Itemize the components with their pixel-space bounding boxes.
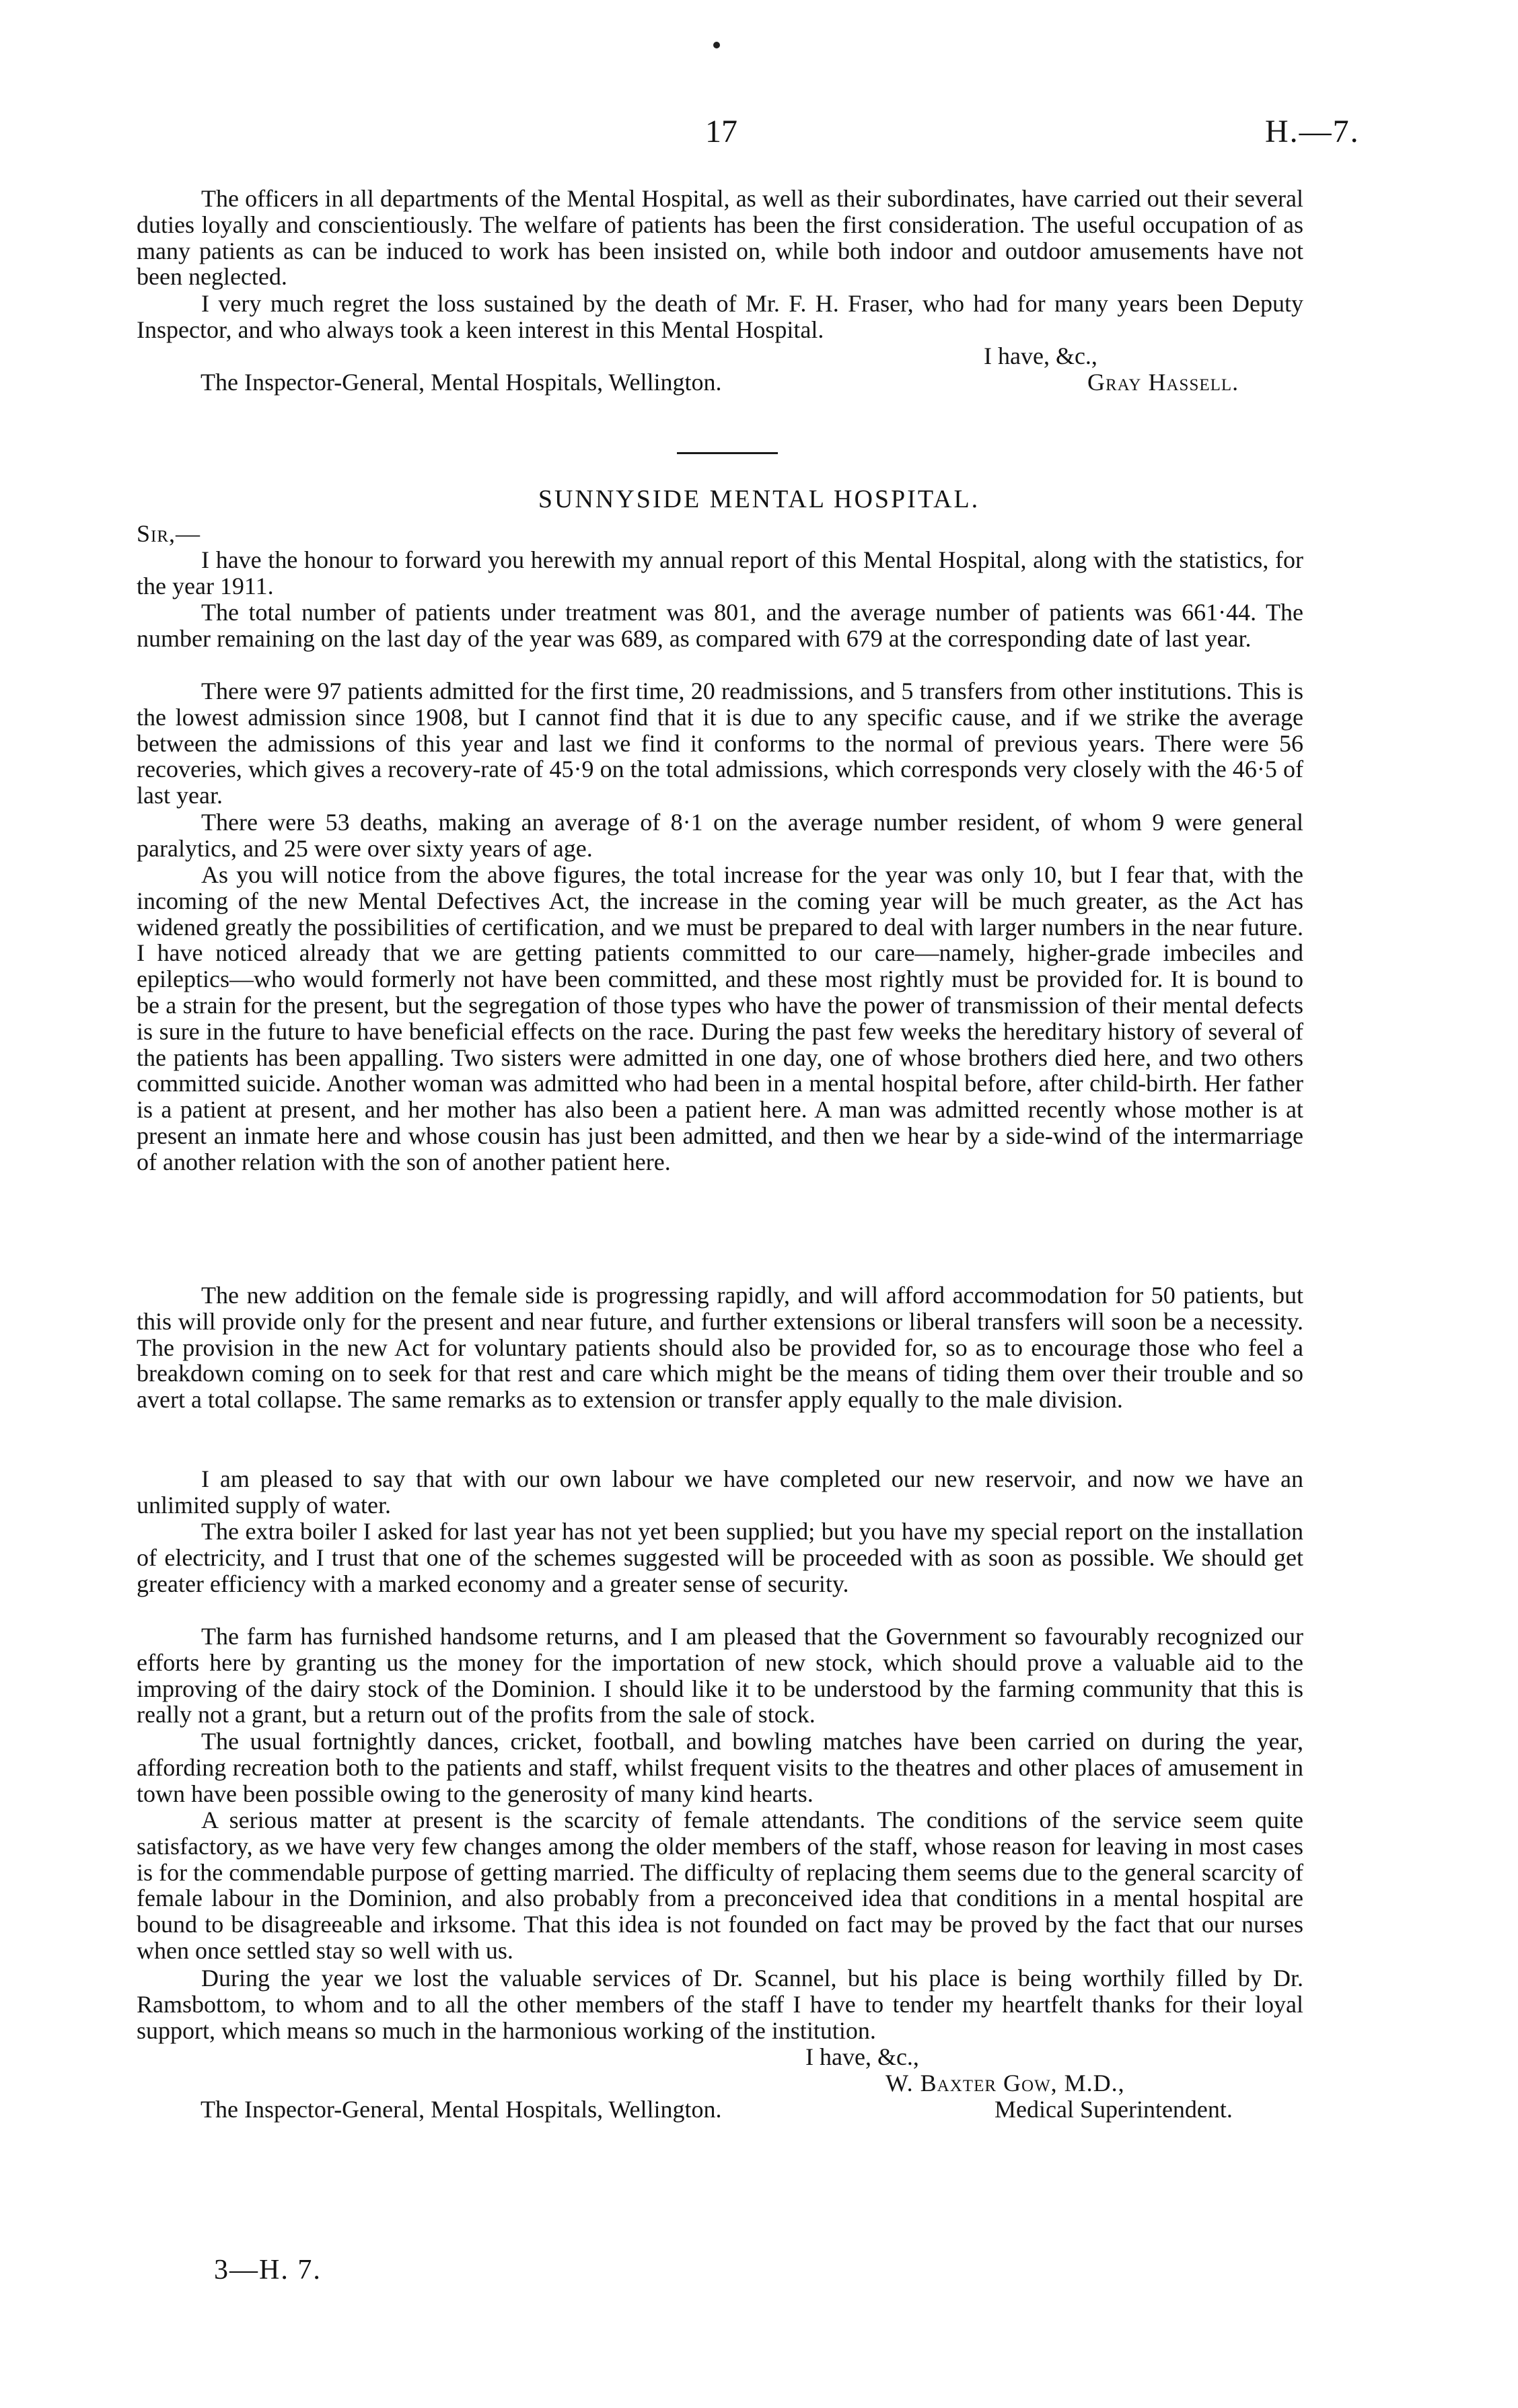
report-paragraph-12: During the year we lost the valuable services of Dr. Scannel, but his place is being worthily filled by Dr. Ramsbottom, to whom and to all the other members of the staff I have to tender my heartfelt thanks for their loyal support, which means so much in the harmonious working of the institution. — [137, 1965, 1303, 2044]
salutation: Sir,— — [137, 520, 201, 547]
print-speck — [713, 42, 720, 48]
report-addressee: The Inspector-General, Mental Hospitals, Wellington. — [201, 2096, 722, 2123]
report-paragraph-2: The total number of patients under treatment was 801, and the average number of patients was 661·44. The number remaining on the last day of the year was 689, as compared with 679 at the corresponding date of last year. — [137, 599, 1303, 652]
prev-report-addressee: The Inspector-General, Mental Hospitals, Wellington. — [201, 369, 722, 396]
prev-report-paragraph-2: I very much regret the loss sustained by the death of Mr. F. H. Fraser, who had for many years been Deputy Inspector, and who always took a keen interest in this Mental Hospital. — [137, 290, 1303, 343]
report-paragraph-7: I am pleased to say that with our own labour we have completed our new reservoir, and now we have an unlimited supply of water. — [137, 1465, 1303, 1519]
report-paragraph-11: A serious matter at present is the scarcity of female attendants. The conditions of the service seem quite satisfactory, as we have very few changes among the older members of the staff, whose reason for leaving in most cases is for the commendable purpose of getting married. The difficulty of replacing them seems due to the general scarcity of female labour in the Dominion, and also probably from a preconceived idea that conditions in a mental hospital are bound to be disagreeable and irksome. That this idea is not founded on fact may be proved by the fact that our nurses when once settled stay so well with us. — [137, 1807, 1303, 1964]
page-number: 17 — [705, 114, 737, 149]
report-paragraph-9: The farm has furnished handsome returns, and I am pleased that the Government so favourably recognized our efforts here by granting us the money for the importation of new stock, which should prove a valuable aid to the improving of the dairy stock of the Dominion. I should like it to be understood by the farming community that this is really not a grant, but a return out of the profits from the sale of stock. — [137, 1623, 1303, 1728]
report-signature-title: Medical Superintendent. — [995, 2096, 1233, 2123]
report-paragraph-1: I have the honour to forward you herewith my annual report of this Mental Hospital, along with the statistics, for the year 1911. — [137, 546, 1303, 599]
section-divider — [677, 452, 778, 454]
report-title: SUNNYSIDE MENTAL HOSPITAL. — [538, 485, 980, 513]
report-paragraph-3: There were 97 patients admitted for the first time, 20 readmissions, and 5 transfers from other institutions. This is the lowest admission since 1908, but I cannot find that it is due to any specific cause, and if we strike the average between the admissions of this year and last we find it conforms to the normal of previous years. There were 56 recoveries, which gives a recovery-rate of 45·9 on the total admissions, which corresponds very closely with the 46·5 of last year. — [137, 678, 1303, 809]
prev-report-signature: Gray Hassell. — [1087, 369, 1239, 396]
document-code: H.—7. — [1265, 114, 1360, 149]
prev-report-closing: I have, &c., — [984, 342, 1097, 369]
report-paragraph-5: As you will notice from the above figures, the total increase for the year was only 10, but I fear that, with the incoming of the new Mental Defectives Act, the increase in the coming year will be much greater, as the Act has widened greatly the possibilities of certification, and we must be prepared to deal with larger numbers in the near future. I have noticed already that we are getting patients committed to our care—namely, higher-grade imbeciles and epileptics—who would formerly not have been committed, and these most rightly must be provided for. It is bound to be a strain for the present, but the segregation of those types who have the power of transmission of their mental defects is sure in the future to have beneficial effects on the race. During the past few weeks the hereditary history of several of the patients has been appalling. Two sisters were admitted in one day, one of whose brothers died here, and two others committed suicide. Another woman was admitted who had been in a mental hospital before, after child-birth. Her father is a patient at present, and her mother has also been a patient here. A man was admitted recently whose mother is at present an inmate here and whose cousin has just been admitted, and then we hear by a side-wind of the intermarriage of another relation with the son of another patient here. — [137, 861, 1303, 1175]
report-paragraph-4: There were 53 deaths, making an average of 8·1 on the average number resident, of whom 9 were general paralytics, and 25 were over sixty years of age. — [137, 809, 1303, 862]
signature-mark: 3—H. 7. — [214, 2255, 322, 2286]
report-paragraph-10: The usual fortnightly dances, cricket, football, and bowling matches have been carried on during the year, affording recreation both to the patients and staff, whilst frequent visits to the theatres and other places of amusement in town have been possible owing to the generosity of many kind hearts. — [137, 1728, 1303, 1807]
report-paragraph-8: The extra boiler I asked for last year has not yet been supplied; but you have my special report on the installation of electricity, and I trust that one of the schemes suggested will be proceeded with as soon as possible. We should get greater efficiency with a marked economy and a greater sense of security. — [137, 1518, 1303, 1597]
report-paragraph-6: The new addition on the female side is progressing rapidly, and will afford accommodation for 50 patients, but this will provide only for the present and near future, and further extensions or liberal transfers will soon be a necessity. The provision in the new Act for voluntary patients should also be provided for, so as to encourage those who feel a breakdown coming on to seek for that rest and care which might be the means of tiding them over their trouble and so avert a total collapse. The same remarks as to extension or transfer apply equally to the male division. — [137, 1282, 1303, 1414]
prev-report-paragraph-1: The officers in all departments of the Mental Hospital, as well as their subordinates, have carried out their several duties loyally and conscientiously. The welfare of patients has been the first consideration. The useful occupation of as many patients as can be induced to work has been insisted on, while both indoor and outdoor amusements have not been neglected. — [137, 185, 1303, 291]
report-closing: I have, &c., — [805, 2043, 919, 2070]
report-signature-name: W. Baxter Gow, M.D., — [886, 2070, 1125, 2096]
